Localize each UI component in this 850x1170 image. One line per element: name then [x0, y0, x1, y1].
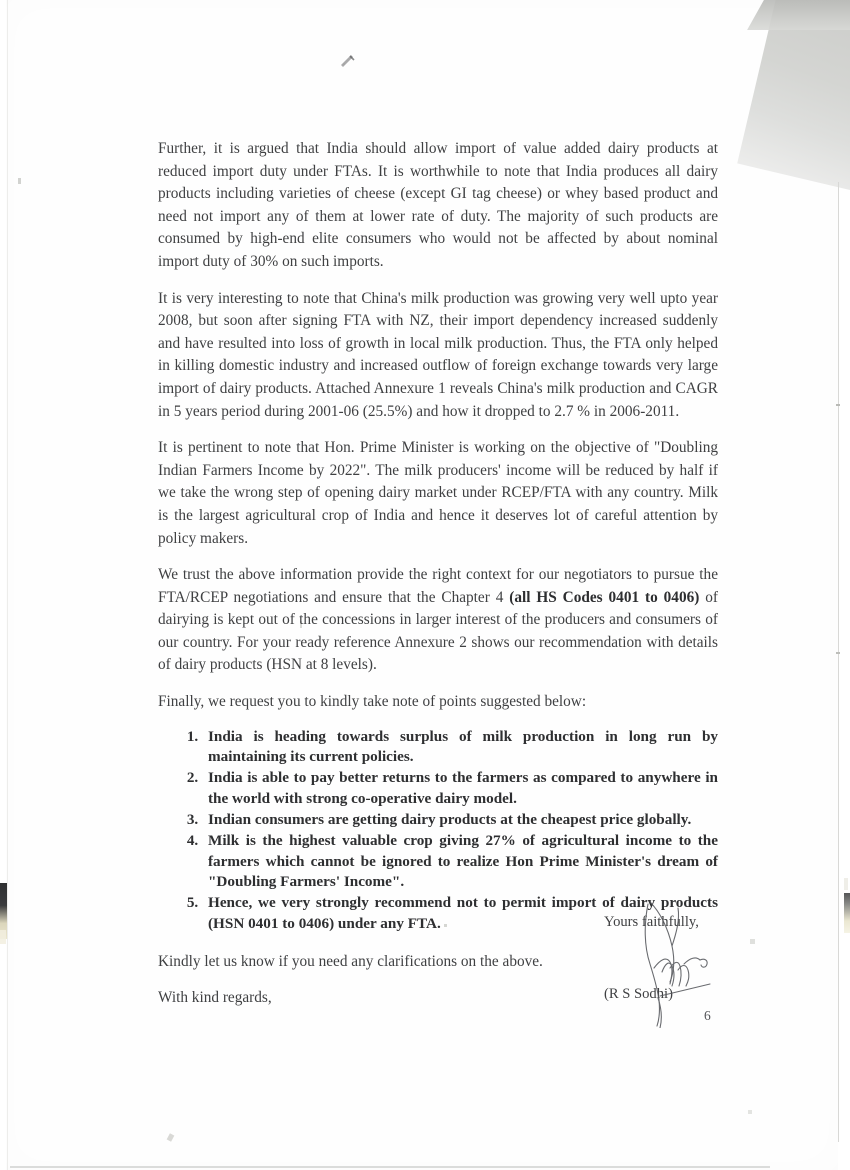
paragraph-3: It is pertinent to note that Hon. Prime Minister is working on the objective of "Doubling Indian Farmers Income by 2022". The milk producers' income will be reduced by half if we take the wrong step of opening dairy market under RCEP/FTA with any country. Milk is the largest agricultural crop of India and hence it deserves lot of careful attention by policy makers. [158, 439, 718, 547]
scan-artifact-right-2 [844, 878, 848, 890]
paragraph-4 [158, 564, 718, 677]
list-intro: Finally, we request you to kindly take note of points suggested below: [158, 693, 587, 711]
signatory-name: (R S Sodhi) [604, 986, 673, 1002]
paragraph-4-part1: We trust the above information provide the right context for our negotiators to pursue the FTA/RCEP negotiations and ensure that the Chapter 4 [158, 566, 718, 606]
scan-speck-c [748, 1110, 752, 1114]
list-item: 2. India is able to pay better returns to the farmers as compared to anywhere in the world with strong co-operative dairy model. [202, 768, 718, 809]
scan-speck-right-2 [836, 652, 840, 654]
letter-body [158, 138, 718, 1024]
recommendation-list [158, 727, 718, 935]
page-edge-right [838, 182, 839, 1142]
paragraph-1: Further, it is argued that India should allow import of value added dairy products at reduced import duty under FTAs. It is worthwhile to note that India produces all dairy products including varieties of cheese (except GI tag cheese) or whey based product and need not import any of them at lower rate of duty. The majority of such products are consumed by high-end elite consumers who would not be affected by about nominal import duty of 30% on such imports. [158, 140, 718, 270]
list-item: 5. Hence, we very strongly recommend not to permit import of dairy products (HSN 0401 to 0406) under any FTA. [202, 893, 718, 934]
list-item: 3. Indian consumers are getting dairy products at the cheapest price globally. [202, 810, 718, 831]
paragraph-4-hs-codes-bold: (all HS Codes 0401 to 0406) [509, 588, 700, 606]
signature-salutation: Yours faithfully, [604, 914, 699, 930]
page-edge-left [7, 0, 8, 1170]
page-edge-bottom [10, 1166, 770, 1168]
scan-speck-left-1 [18, 178, 21, 184]
regards-line: With kind regards, [158, 989, 272, 1007]
page-number: 6 [704, 1008, 711, 1023]
pen-mark-icon [338, 52, 360, 72]
signature-block [604, 912, 784, 1004]
list-item: 4. Milk is the highest valuable crop giving 27% of agricultural income to the farmers which cannot be ignored to realize Hon Prime Minister's dream of "Doubling Farmers' Income". [202, 831, 718, 893]
scan-speck-right-1 [836, 404, 840, 406]
paragraph-4-part2: of dairying is kept out of the concessions in larger interest of the producers and consumers of our country. For your ready reference Annexure 2 shows our recommendation with details of dairy products (HSN at 8 levels). [158, 588, 718, 674]
list-item: 1. India is heading towards surplus of milk production in long run by maintaining its current policies. [202, 727, 718, 768]
paragraph-2: It is very interesting to note that China's milk production was growing very well upto year 2008, but soon after signing FTA with NZ, their import dependency increased suddenly and have resulted into loss of growth in local milk production. Thus, the FTA only helped in killing domestic industry and increased outflow of foreign exchange towards very large import of dairy products. Attached Annexure 1 reveals China's milk production and CAGR in 5 years period during 2001-06 (25.5%) and how it dropped to 2.7 % in 2006-2011. [158, 289, 718, 420]
scan-artifact-left-2 [0, 930, 6, 944]
scan-artifact-right [844, 893, 850, 933]
closing-line: Kindly let us know if you need any clarifications on the above. [158, 952, 543, 970]
